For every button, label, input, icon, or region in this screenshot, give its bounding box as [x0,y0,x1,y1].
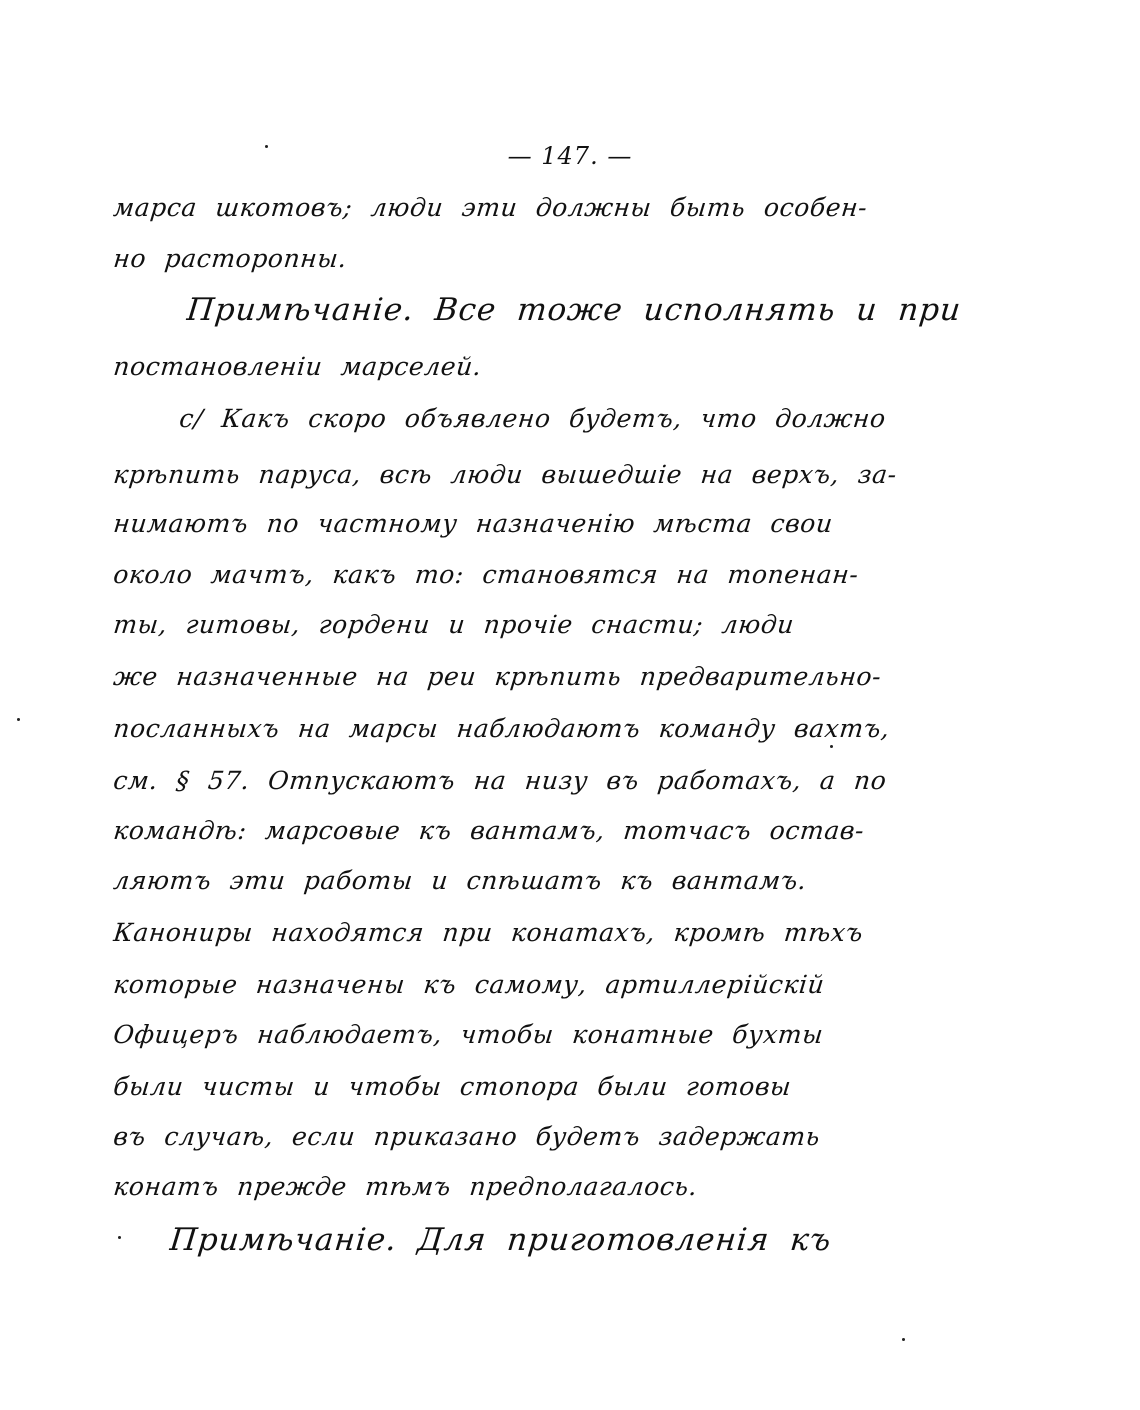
text-line: марса шкотовъ; люди эти должны быть особен- [112,193,869,222]
text-line: ты, гитовы, гордени и прочіе снасти; люди [112,610,796,639]
text-line: же назначенные на реи крѣпить предварительно- [112,662,883,691]
note-heading-line: Примѣчаніе. Все тоже исполнять и при [185,292,964,328]
text-line: около мачтъ, какъ то: становятся на топенан- [112,560,861,589]
ink-speck [118,1236,121,1239]
text-line: постановленіи марселей. [112,352,484,381]
text-line: были чисты и чтобы стопора были готовы [112,1072,793,1101]
ink-speck [902,1338,905,1341]
page-number: — 147. — [507,142,633,170]
text-line: но расторопны. [112,244,349,273]
text-line: нимаютъ по частному назначенію мѣста свои [112,509,835,538]
ink-speck [265,145,268,148]
text-line: c/ Какъ скоро объявлено будетъ, что должно [178,404,888,433]
text-line: посланныхъ на марсы наблюдаютъ команду вахтъ, [112,714,892,743]
ink-speck [17,718,20,721]
ink-speck [830,745,833,748]
text-line: крѣпить паруса, всѣ люди вышедшіе на верхъ, за- [112,460,899,489]
text-line: въ случаѣ, если приказано будетъ задержать [112,1122,822,1151]
text-line: конатъ прежде тѣмъ предполагалось. [112,1172,699,1201]
text-line: командѣ: марсовые къ вантамъ, тотчасъ остав- [112,816,866,845]
text-line: Канониры находятся при конатахъ, кромѣ тѣхъ [112,918,865,947]
text-line: ляютъ эти работы и спѣшатъ къ вантамъ. [112,866,809,895]
text-line: см. § 57. Отпускаютъ на низу въ работахъ, а по [112,766,889,795]
text-line: Офицеръ наблюдаетъ, чтобы конатные бухты [112,1020,825,1049]
text-line: которые назначены къ самому, артиллерійскій [112,970,827,999]
note-heading-line: Примѣчаніе. Для приготовленія къ [168,1222,834,1258]
